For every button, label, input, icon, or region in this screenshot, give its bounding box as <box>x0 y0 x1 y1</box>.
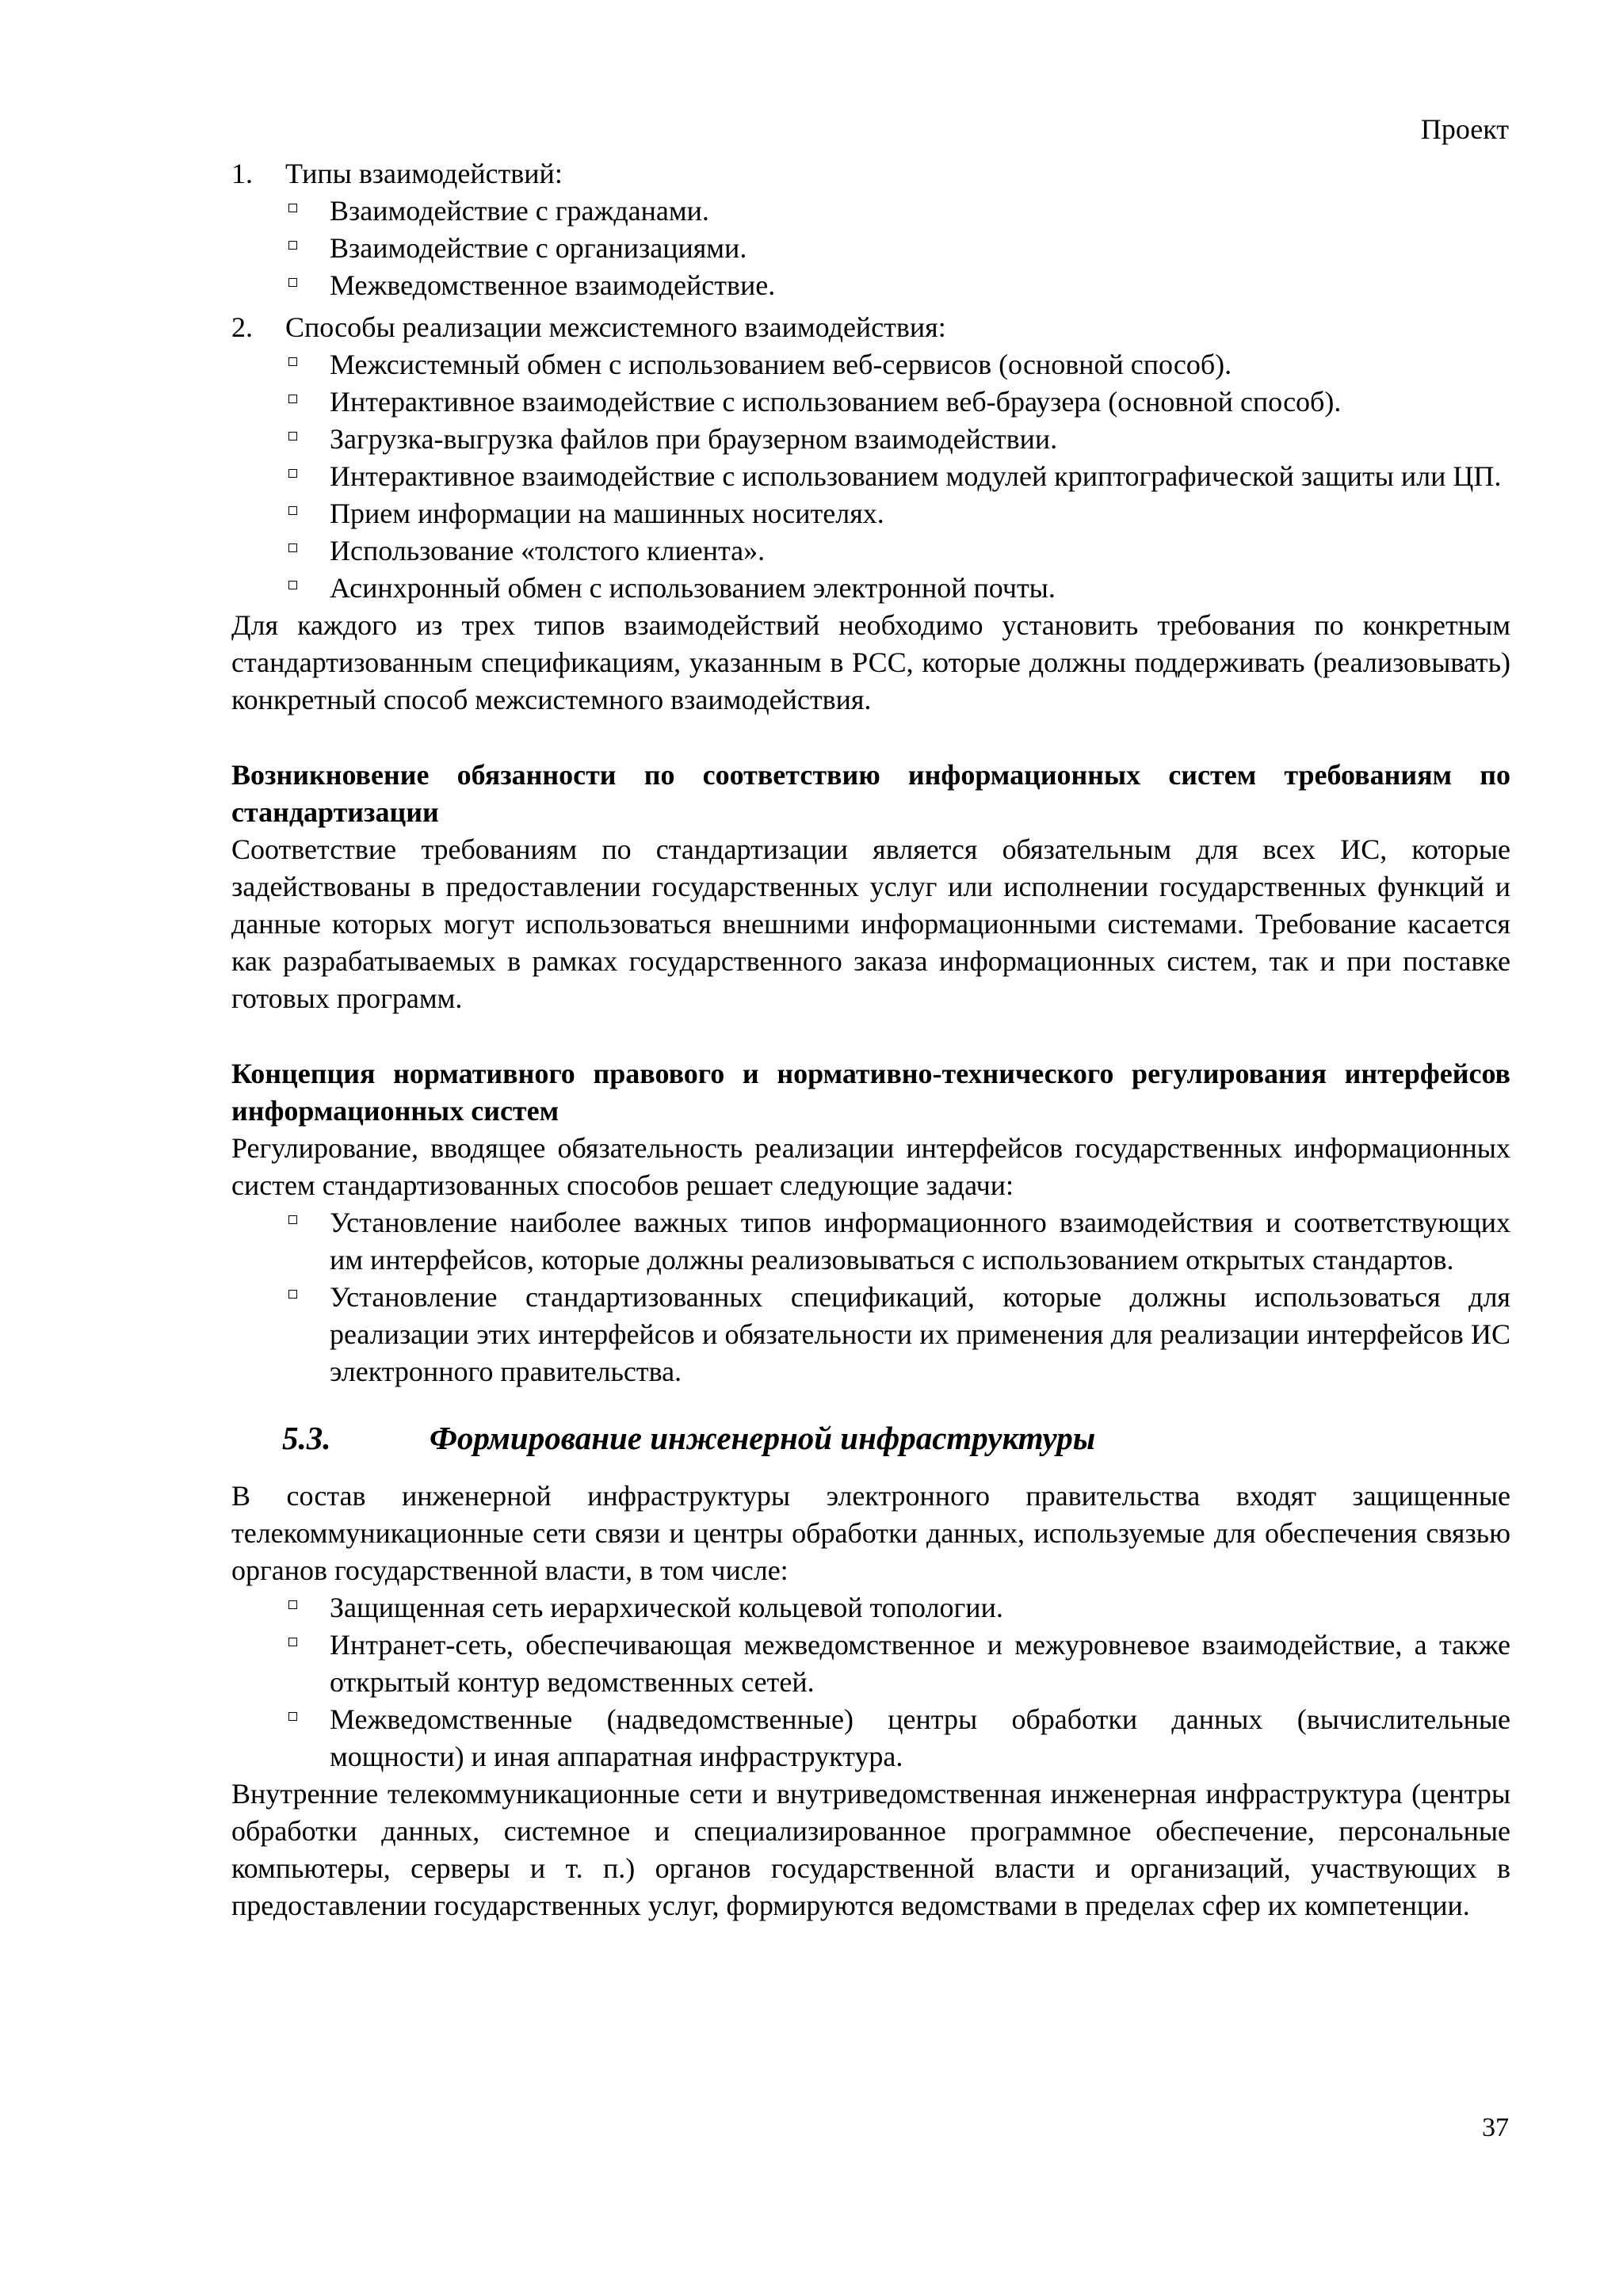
list-item-text: Использование «толстого клиента». <box>330 535 766 566</box>
item-number: 1. <box>231 158 253 189</box>
list-item <box>285 421 1510 458</box>
square-bullet-icon <box>288 1638 297 1646</box>
page-number: 37 <box>1482 2113 1509 2142</box>
list-item-text: Интерактивное взаимодействие с использованием модулей криптографической защиты или ЦП. <box>330 460 1502 492</box>
list-item-text: Загрузка-выгрузка файлов при браузерном взаимодействии. <box>330 423 1058 455</box>
list-item-text: Защищенная сеть иерархической кольцевой топологии. <box>330 1592 1003 1623</box>
bullet-list-infrastructure <box>231 1589 1510 1775</box>
heading-regulation-concept: Концепция нормативного правового и нормативно-технического регулирования интерфейсов информационных систем <box>231 1058 1510 1127</box>
list-item <box>231 1204 1510 1279</box>
square-bullet-icon <box>288 204 297 212</box>
square-bullet-icon <box>288 241 297 250</box>
list-item-text: Межведомственное взаимодействие. <box>330 269 776 301</box>
square-bullet-icon <box>288 395 297 403</box>
square-bullet-icon <box>288 1600 297 1609</box>
list-item <box>285 570 1510 607</box>
section-title: Формирование инженерной инфраструктуры <box>430 1420 1096 1456</box>
list-item <box>285 532 1510 570</box>
list-item <box>285 267 1510 304</box>
paragraph-standardization-compliance: Соответствие требованиям по стандартизации является обязательным для всех ИС, которые задействованы в предоставлении государственных услуг или исполнении государственных функций и данные которых могут использоваться внешними информационными системами. Требование касается как разрабатываемых в рамках государственного заказа информационных систем, так и при поставке готовых программ. <box>231 833 1510 1014</box>
list-item <box>285 495 1510 532</box>
numbered-item-2 <box>231 309 1510 607</box>
square-bullet-icon <box>288 506 297 515</box>
bullet-list <box>285 193 1510 304</box>
square-bullet-icon <box>288 1712 297 1721</box>
list-item <box>285 193 1510 230</box>
list-item <box>285 230 1510 267</box>
list-item-text: Прием информации на машинных носителях. <box>330 498 884 529</box>
square-bullet-icon <box>288 469 297 478</box>
list-item <box>285 458 1510 495</box>
item-title: Способы реализации межсистемного взаимодействия: <box>285 311 946 343</box>
list-item-text: Интранет-сеть, обеспечивающая межведомственное и межуровневое взаимодействие, а также открытый контур ведомственных сетей. <box>330 1629 1510 1698</box>
square-bullet-icon <box>288 581 297 589</box>
square-bullet-icon <box>288 1215 297 1224</box>
item-title: Типы взаимодействий: <box>285 158 563 189</box>
paragraph-interaction-requirements: Для каждого из трех типов взаимодействий необходимо установить требования по конкретным стандартизованным спецификациям, указанным в РСС, которые должны поддерживать (реализовывать) конкретный способ межсистемного взаимодействия. <box>231 609 1510 715</box>
heading-standardization-obligation: Возникновение обязанности по соответствию информационных систем требованиям по стандартизации <box>231 759 1510 828</box>
square-bullet-icon <box>288 432 297 441</box>
section-number: 5.3. <box>282 1420 331 1456</box>
list-item-text: Взаимодействие с организациями. <box>330 232 747 264</box>
list-item-text: Установление стандартизованных спецификаций, которые должны использоваться для реализации этих интерфейсов и обязательности их применения для реализации интерфейсов ИС электронного правительства. <box>330 1281 1510 1387</box>
list-item <box>231 1589 1510 1627</box>
list-item <box>285 346 1510 383</box>
paragraph-regulation-tasks: Регулирование, вводящее обязательность реализации интерфейсов государственных информационных систем стандартизованных способов решает следующие задачи: <box>231 1132 1510 1201</box>
header-label: Проект <box>1420 113 1509 145</box>
page-content <box>231 155 1510 1924</box>
list-item <box>231 1627 1510 1701</box>
square-bullet-icon <box>288 1290 297 1299</box>
paragraph-internal-networks: Внутренние телекоммуникационные сети и внутриведомственная инженерная инфраструктура (центры обработки данных, системное и специализированное программное обеспечение, персональные компьютеры, серверы и т. п.) органов государственной власти и организаций, участвующих в предоставлении государственных услуг, формируются ведомствами в пределах сфер их компетенции. <box>231 1778 1510 1921</box>
list-item-text: Межведомственные (надведомственные) центры обработки данных (вычислительные мощности) и иная аппаратная инфраструктура. <box>330 1703 1510 1772</box>
list-item <box>285 383 1510 421</box>
square-bullet-icon <box>288 543 297 552</box>
item-number: 2. <box>231 311 253 343</box>
list-item-text: Интерактивное взаимодействие с использованием веб-браузера (основной способ). <box>330 386 1342 418</box>
list-item <box>231 1701 1510 1775</box>
list-item-text: Взаимодействие с гражданами. <box>330 195 709 227</box>
paragraph-infrastructure-composition: В состав инженерной инфраструктуры электронного правительства входят защищенные телекоммуникационные сети связи и центры обработки данных, используемые для обеспечения связью органов государственной власти, в том числе: <box>231 1480 1510 1586</box>
square-bullet-icon <box>288 357 297 366</box>
bullet-list <box>285 346 1510 607</box>
section-heading <box>231 1417 1510 1459</box>
square-bullet-icon <box>288 278 297 287</box>
bullet-list-regulation <box>231 1204 1510 1390</box>
list-item <box>231 1279 1510 1390</box>
numbered-item-1 <box>231 155 1510 304</box>
list-item-text: Асинхронный обмен с использованием электронной почты. <box>330 572 1056 604</box>
list-item-text: Установление наиболее важных типов информационного взаимодействия и соответствующих им интерфейсов, которые должны реализовываться с использованием открытых стандартов. <box>330 1207 1510 1276</box>
list-item-text: Межсистемный обмен с использованием веб-сервисов (основной способ). <box>330 349 1232 380</box>
